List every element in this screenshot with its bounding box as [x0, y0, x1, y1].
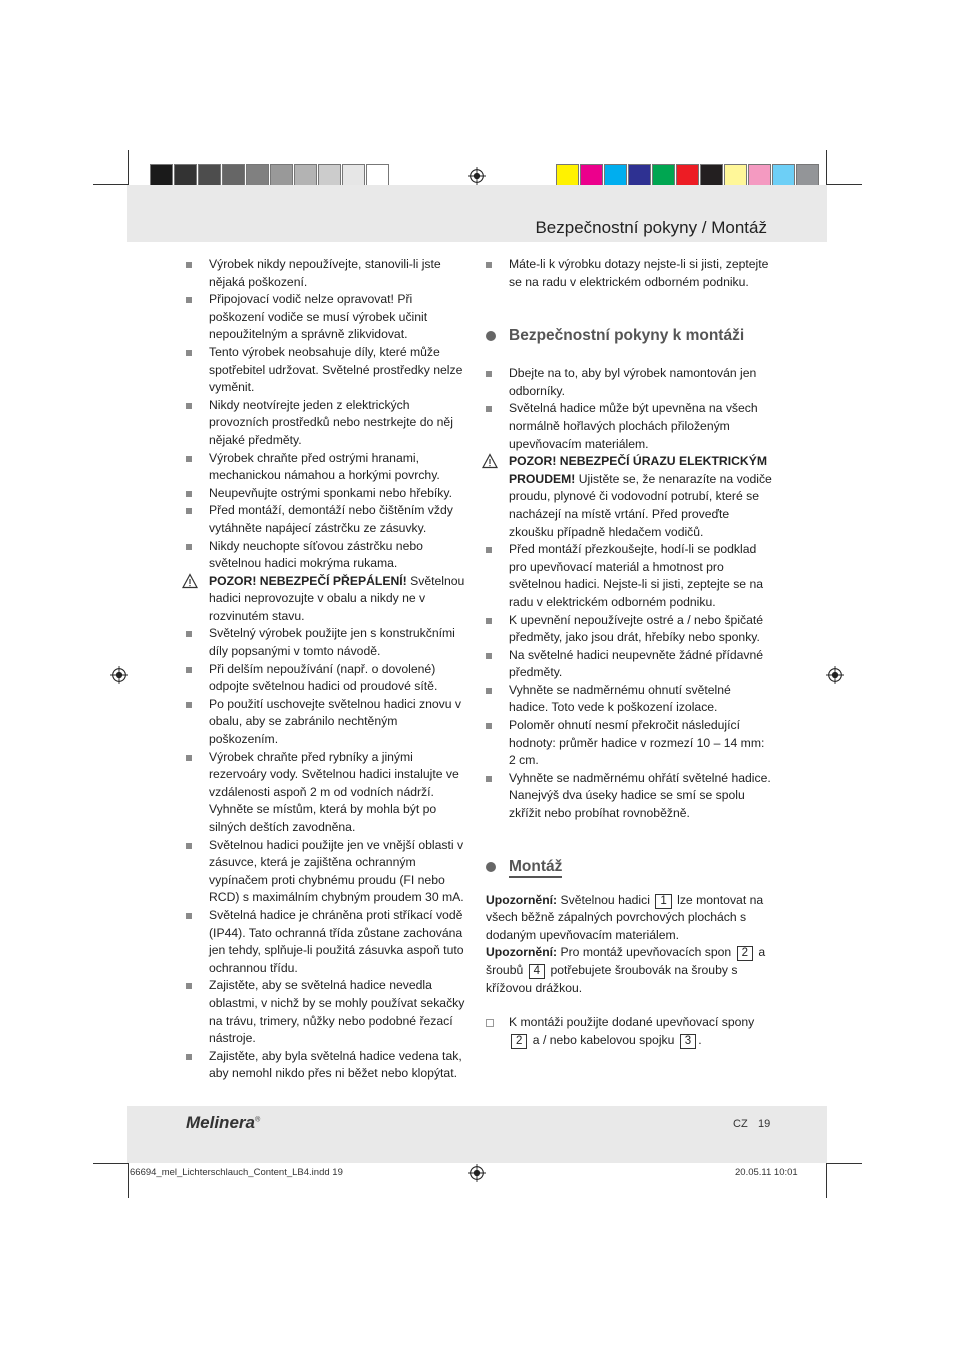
- bullet-icon: [186, 508, 192, 514]
- part-number-badge: 4: [529, 964, 545, 979]
- color-swatch: [246, 164, 269, 187]
- list-item: [186, 1048, 468, 1083]
- bullet-icon: [486, 723, 492, 729]
- list-item: [186, 485, 468, 503]
- color-swatch: [198, 164, 221, 187]
- list-item: [486, 256, 772, 291]
- crop-mark: [826, 1163, 827, 1198]
- right-column: [486, 256, 772, 1049]
- color-swatch: [676, 164, 699, 187]
- list-item: [486, 647, 772, 682]
- color-swatch: [366, 164, 389, 187]
- bullet-icon: [186, 755, 192, 761]
- registration-mark-icon: [826, 666, 844, 684]
- item-text: Výrobek chraňte před rybníky a jinými rezervoáry vody. Světelnou hadici instalujte ve vzdálenosti aspoň 2 m od vodních nádrží. Vyhněte se místům, která by mohla být po silných deštích zavodněna.: [209, 749, 459, 834]
- part-number-badge: 3: [680, 1034, 696, 1049]
- item-text: Nikdy neuchopte síťovou zástrčku nebo světelnou hadici mokrýma rukama.: [209, 538, 423, 571]
- crop-mark: [93, 1163, 128, 1164]
- item-text: Máte-li k výrobku dotazy nejste-li si jisti, zeptejte se na radu v elektrickém odborném podniku.: [509, 257, 769, 289]
- item-text: Poloměr ohnutí nesmí překročit následující hodnoty: průměr hadice v rozmezí 10 – 14 mm: 2 cm.: [509, 718, 765, 768]
- slug-filename: 66694_mel_Lichterschlauch_Content_LB4.indd 19: [130, 1167, 343, 1178]
- bullet-icon: [186, 983, 192, 989]
- color-swatch: [772, 164, 795, 187]
- color-swatch: [342, 164, 365, 187]
- bullet-icon: [186, 667, 192, 673]
- list-item: [186, 450, 468, 485]
- note: Upozornění: Světelnou hadici 1 lze montovat na všech běžně zápalných povrchových plochách s dodaným upevňovacím materiálem.: [486, 892, 764, 942]
- item-text: Připojovací vodič nelze opravovat! Při poškození vodiče se musí výrobek učinit nepoužitelným a správně zlikvidovat.: [209, 292, 428, 342]
- part-number-badge: 2: [511, 1034, 527, 1049]
- color-swatch: [796, 164, 819, 187]
- crop-mark: [93, 184, 128, 185]
- list-item: [186, 256, 468, 291]
- warning-triangle-icon: [482, 453, 498, 469]
- item-text: Před montáží přezkoušejte, hodí-li se podklad pro upevňovací materiál a hmotnost pro světelnou hadici. Nejste-li si jisti, zeptejte se na radu v elektrickém odborném podniku.: [509, 542, 764, 609]
- list-item: [186, 837, 468, 907]
- step-item: K montáži použijte dodané upevňovací spony 2 a / nebo kabelovou spojku 3 .: [486, 1014, 772, 1049]
- registration-mark-icon: [110, 666, 128, 684]
- item-text: Na světelné hadici neupevněte žádné přídavné předměty.: [509, 647, 764, 680]
- item-text: Vyhněte se nadměrnému ohnutí světelné hadice. Toto vede k poškození izolace.: [509, 682, 731, 715]
- bullet-icon: [486, 776, 492, 782]
- list-item: [186, 502, 468, 537]
- crop-mark: [128, 1163, 129, 1198]
- bullet-icon: [186, 1054, 192, 1060]
- step-checkbox-icon: [486, 1019, 494, 1027]
- item-text: Světelnou hadici použijte jen ve vnější oblasti v zásuvce, která je zajištěna ochranným vypínačem proti chybnému proudu (FI nebo RCD) s maximálním chybným proudem 30 mA.: [209, 837, 464, 905]
- warning-triangle-icon: [182, 573, 198, 589]
- page-title: Bezpečnostní pokyny / Montáž: [535, 218, 767, 237]
- item-text: Po použití uschovejte světelnou hadici znovu v obalu, aby se zabránilo nechtěným poškozením.: [209, 696, 462, 747]
- crop-mark: [827, 1163, 862, 1164]
- list-item: [186, 625, 468, 660]
- item-text: Světelný výrobek použijte jen s konstrukčními díly popsanými v tomto návodě.: [209, 626, 455, 659]
- bullet-dot-icon: [486, 862, 496, 872]
- warning-item: POZOR! NEBEZPEČÍ ÚRAZU ELEKTRICKÝM PROUDEM! Ujistěte se, že nenarazíte na vodiče proudu, plynové či vodovodní potrubí, které se nacházejí na místě vrtání. Před proveďte zkoušku případně hledačem vodičů.: [486, 453, 772, 541]
- list-item: [186, 977, 468, 1047]
- bullet-icon: [486, 618, 492, 624]
- list-item: [186, 397, 468, 450]
- list-item: [186, 291, 468, 344]
- list-item: [486, 365, 772, 400]
- bullet-icon: [486, 262, 492, 268]
- gray-color-bar: [150, 164, 390, 187]
- crop-mark: [827, 184, 862, 185]
- safety-list: [486, 365, 772, 822]
- color-swatch: [556, 164, 579, 187]
- bullet-icon: [186, 913, 192, 919]
- list-item: [186, 907, 468, 977]
- item-text: Tento výrobek neobsahuje díly, které může spotřebitel udržovat. Světelné prostředky nelze vyměnit.: [209, 344, 463, 395]
- brand-logo: Melinera®: [186, 1113, 261, 1132]
- bullet-dot-icon: [486, 331, 496, 341]
- item-text: Světelná hadice je chráněna proti stříkací vodě (IP44). Tato ochranná třída zůstane zachována jen tehdy, splňuje-li použitá zásuvka aspoň tuto ochrannou třídu.: [209, 907, 464, 975]
- list-item: [186, 696, 468, 749]
- item-text: Před montáží, demontáží nebo čištěním vždy vytáhněte napájecí zástrčku ze zásuvky.: [209, 503, 453, 535]
- footer-language: CZ: [733, 1118, 748, 1130]
- registration-mark-icon: [468, 1164, 486, 1182]
- bullet-icon: [186, 350, 192, 356]
- color-swatch: [318, 164, 341, 187]
- list-item: [486, 717, 772, 770]
- bullet-icon: [186, 262, 192, 268]
- section-heading: Bezpečnostní pokyny k montáži: [486, 327, 772, 344]
- item-text: Nikdy neotvírejte jeden z elektrických provozních prostředků nebo nestrkejte do něj nějaké předměty.: [209, 397, 453, 447]
- color-swatch: [652, 164, 675, 187]
- bullet-icon: [186, 456, 192, 462]
- bullet-icon: [486, 406, 492, 412]
- item-text: Světelná hadice může být upevněna na všech normálně hořlavých plochách přiloženým upevňovacím materiálem.: [509, 401, 758, 451]
- slug-date: 20.05.11 10:01: [735, 1167, 798, 1178]
- bullet-icon: [486, 653, 492, 659]
- bullet-icon: [186, 702, 192, 708]
- list-item: [186, 661, 468, 696]
- item-text: Při delším nepoužívání (např. o dovolené) odpojte světelnou hadici od proudové sítě.: [209, 661, 438, 694]
- process-color-bar: [556, 164, 820, 187]
- item-text: Výrobek chraňte před ostrými hranami, mechanickou námahou a horkými povrchy.: [209, 450, 440, 483]
- item-text: Vyhněte se nadměrnému ohřátí světelné hadice. Nanejvýš dva úseky hadice se smí se spolu zkřížit nebo probíhat rovnoběžně.: [509, 770, 771, 821]
- list-item: [486, 682, 772, 717]
- bullet-icon: [186, 403, 192, 409]
- warning-item: POZOR! NEBEZPEČÍ PŘEPÁLENÍ! Světelnou hadici neprovozujte v obalu a nikdy ne v rozvinutém stavu.: [186, 573, 468, 626]
- list-item: [186, 749, 468, 837]
- item-text: Zajistěte, aby se světelná hadice nevedla oblastmi, v nichž by se mohly používat sekačky na trávu, trimery, nůžky nebo podobné řezací nástroje.: [209, 978, 465, 1046]
- color-swatch: [222, 164, 245, 187]
- list-item: [186, 344, 468, 397]
- item-text: Neupevňujte ostrými sponkami nebo hřebíky.: [209, 485, 452, 500]
- color-swatch: [150, 164, 173, 187]
- list-item: [486, 612, 772, 647]
- registration-mark-icon: [468, 167, 486, 185]
- crop-mark: [826, 150, 827, 185]
- list-item: [186, 538, 468, 573]
- color-swatch: [580, 164, 603, 187]
- bullet-icon: [486, 371, 492, 377]
- page-number: 19: [758, 1118, 771, 1130]
- item-text: K upevnění nepoužívejte ostré a / nebo špičaté předměty, jako jsou drát, hřebíky nebo sponky.: [509, 612, 764, 645]
- list-item: [486, 541, 772, 611]
- crop-mark: [128, 150, 129, 185]
- left-column: [186, 256, 468, 1083]
- bullet-icon: [186, 631, 192, 637]
- color-swatch: [700, 164, 723, 187]
- bullet-icon: [186, 491, 192, 497]
- item-text: Dbejte na to, aby byl výrobek namontován jen odborníky.: [509, 366, 757, 398]
- bullet-icon: [186, 297, 192, 303]
- color-swatch: [748, 164, 771, 187]
- color-swatch: [724, 164, 747, 187]
- bullet-icon: [486, 688, 492, 694]
- color-swatch: [270, 164, 293, 187]
- list-item: [486, 770, 772, 823]
- bullet-icon: [186, 544, 192, 550]
- bullet-icon: [486, 547, 492, 553]
- color-swatch: [604, 164, 627, 187]
- bullet-icon: [186, 843, 192, 849]
- list-item: [486, 400, 772, 453]
- note: Upozornění: Pro montáž upevňovacích spon 2 a šroubů 4 potřebujete šroubovák na šrouby s křížovou drážkou.: [486, 945, 766, 995]
- section-heading: Montáž: [486, 858, 772, 875]
- color-swatch: [294, 164, 317, 187]
- item-text: Výrobek nikdy nepoužívejte, stanovili-li jste nějaká poškození.: [209, 257, 441, 289]
- color-swatch: [628, 164, 651, 187]
- color-swatch: [174, 164, 197, 187]
- part-number-badge: 2: [737, 946, 753, 961]
- part-number-badge: 1: [655, 894, 671, 909]
- item-text: Zajistěte, aby byla světelná hadice vedena tak, aby nemohl nikdo přes ni běžet nebo klopýtat.: [209, 1048, 462, 1081]
